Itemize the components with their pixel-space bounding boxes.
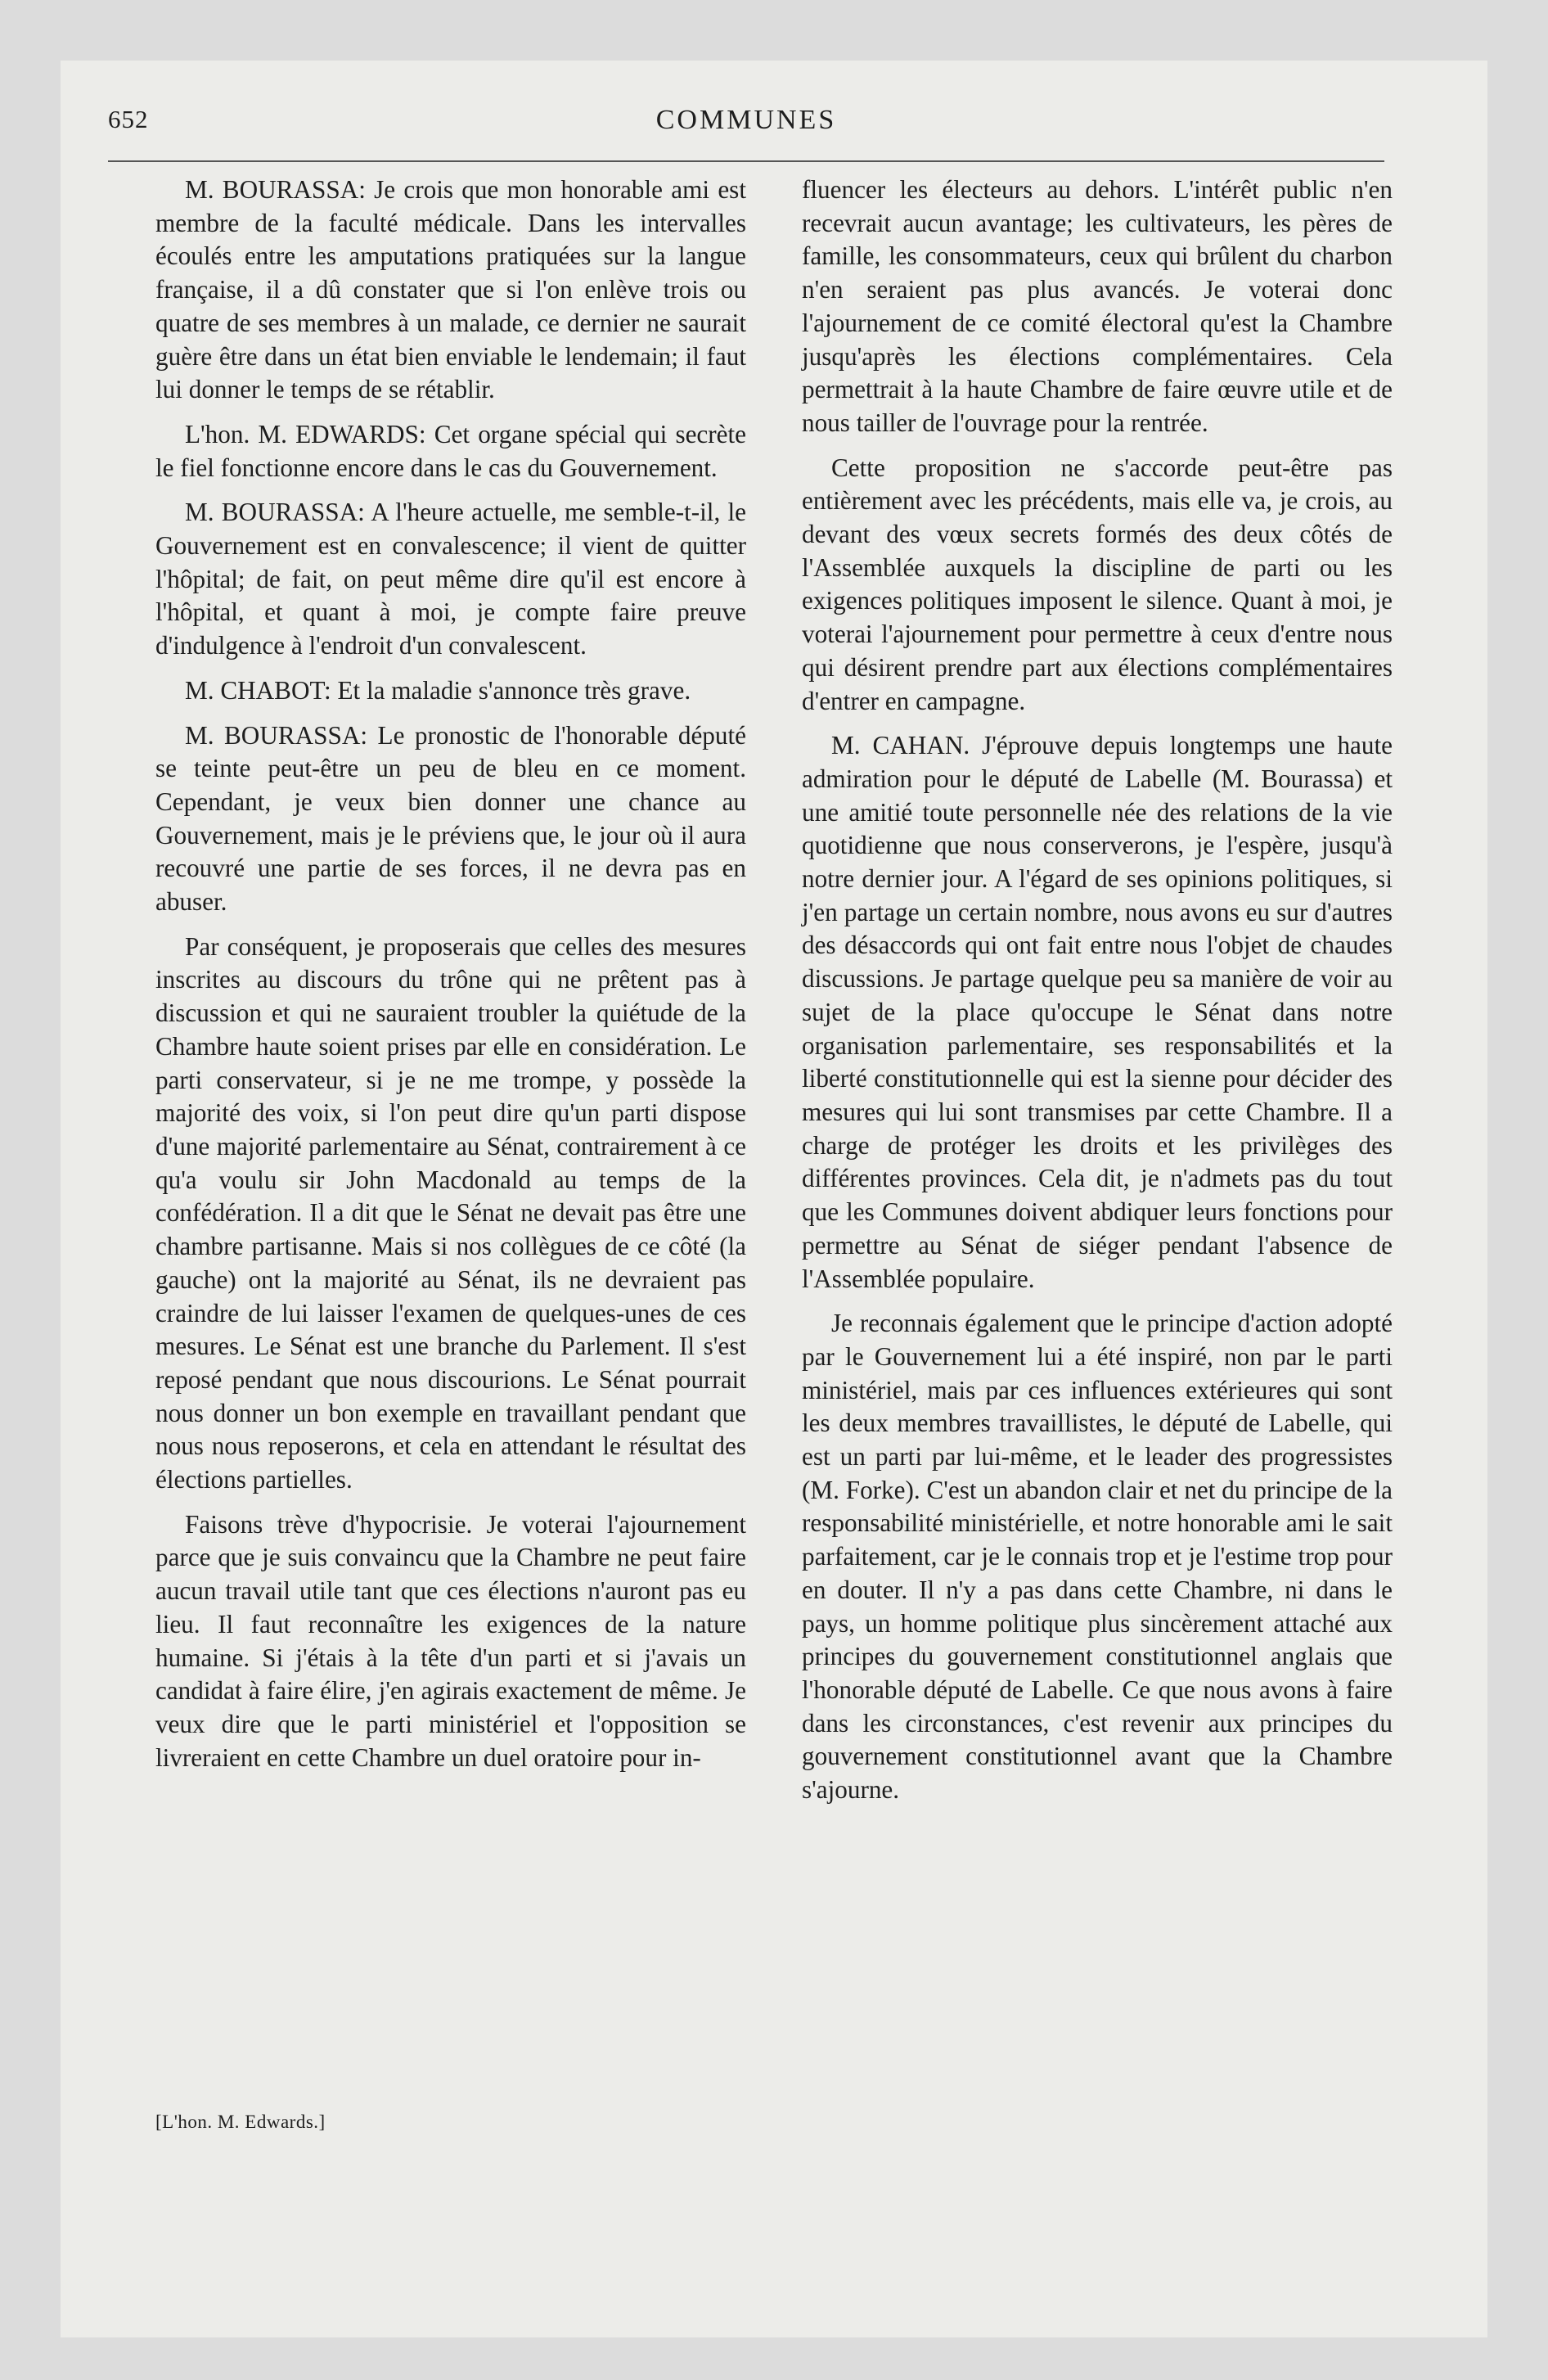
paragraph: M. CAHAN. J'éprouve depuis longtemps une haute admiration pour le député de Labelle (M. Bourassa) et une amitié toute personnelle née des relations de la vie quotidienne que nous conserverons, je l'espère, jusqu'à notre dernier jour. A l'égard de ses opinions politiques, si j'en partage un certain nombre, nous avons eu sur d'autres des désaccords qui ont fait entre nous l'objet de chaudes discussions. Je partage quelque peu sa manière de voir au sujet de la place qu'occupe le Sénat dans notre organisation parlementaire, ses responsabilités et la liberté constitutionnelle qui est la sienne pour décider des mesures qui lui sont transmises par cette Chambre. Il a charge de protéger les droits et les privilèges des différentes provinces. Cela dit, je n'admets pas du tout que les Communes doivent abdiquer leurs fonctions pour permettre au Sénat de siéger pendant l'absence de l'Assemblée populaire.: [802, 731, 1393, 1293]
paragraph: M. BOURASSA: A l'heure actuelle, me semble-t-il, le Gouvernement est en convalescence; il vient de quitter l'hôpital; de fait, on peut même dire qu'il est encore à l'hôpital, et quant à moi, je compte faire preuve d'indulgence à l'endroit d'un convalescent.: [155, 498, 746, 660]
paragraph: Par conséquent, je proposerais que celles des mesures inscrites au discours du trône qui ne prêtent pas à discussion et qui ne sauraient troubler la quiétude de la Chambre haute soient prises par elle en considération. Le parti conservateur, si je ne me trompe, y possède la majorité des voix, si l'on peut dire qu'un parti dispose d'une majorité parlementaire au Sénat, contrairement à ce qu'a voulu sir John Macdonald au temps de la confédération. Il a dit que le Sénat ne devait pas être une chambre partisanne. Mais si nos collègues de ce côté (la gauche) ont la majorité au Sénat, ils ne devraient pas craindre de lui laisser l'examen de quelques-unes de ces mesures. Le Sénat est une branche du Parlement. Il s'est reposé pendant que nous discourions. Le Sénat pourrait nous donner un bon exemple en travaillant pendant que nous nous reposerons, et cela en attendant le résultat des élections partielles.: [155, 931, 746, 1494]
running-title: COMMUNES: [655, 105, 837, 135]
paragraph: Je reconnais également que le principe d'action adopté par le Gouvernement lui a été inspiré, non par le parti ministériel, mais par ces influences extérieures qui sont les deux membres travaillistes, le député de Labelle, qui est un parti par lui-même, et le leader des progressistes (M. Forke). C'est un abandon clair et net du principe de la responsabilité ministérielle, et notre honorable ami le sait parfaitement, car je le connais trop et je l'estime trop pour en douter. Il n'y a pas dans cette Chambre, ni dans le pays, un homme politique plus sincèrement attaché aux principes du gouvernement constitutionnel anglais que l'honorable député de Labelle. Ce que nous avons à faire dans les circonstances, c'est revenir aux principes du gouvernement constitutionnel avant que la Chambre s'ajourne.: [802, 1309, 1393, 1805]
page-header: [108, 98, 1384, 147]
right-column: [802, 174, 1393, 1819]
paragraph: M. CHABOT: Et la maladie s'annonce très grave.: [185, 675, 691, 705]
paragraph: fluencer les électeurs au dehors. L'intérêt public n'en recevrait aucun avantage; les cultivateurs, les pères de famille, les consommateurs, ceux qui brûlent du charbon n'en seraient pas plus avancés. Je voterai donc l'ajournement de ce comité électoral qu'est la Chambre jusqu'après les élections complémentaires. Cela permettrait à la haute Chambre de faire œuvre utile et de nous tailler de l'ouvrage pour la rentrée.: [802, 175, 1393, 437]
paragraph: Cette proposition ne s'accorde peut-être pas entièrement avec les précédents, mais elle va, je crois, au devant des vœux secrets formés des deux côtés de l'Assemblée auxquels la discipline de parti ou les exigences politiques imposent le silence. Quant à moi, je voterai l'ajournement pour permettre à ceux d'entre nous qui désirent prendre part aux élections complémentaires d'entrer en campagne.: [802, 453, 1393, 715]
paragraph: M. BOURASSA: Le pronostic de l'honorable député se teinte peut-être un peu de bleu en ce moment. Cependant, je veux bien donner une chance au Gouvernement, mais je le préviens que, le jour où il aura recouvré une partie de ses forces, il ne devra pas en abuser.: [155, 720, 746, 917]
paragraph: Faisons trève d'hypocrisie. Je voterai l'ajournement parce que je suis convaincu que la Chambre ne peut faire aucun travail utile tant que ces élections n'auront pas eu lieu. Il faut reconnaître les exigences de la nature humaine. Si j'étais à la tête d'un parti et si j'avais un candidat à faire élire, j'en agirais exactement de même. Je veux dire que le parti ministériel et l'opposition se livreraient en cette Chambre un duel oratoire pour in-: [155, 1509, 746, 1772]
page-number: 652: [108, 105, 149, 133]
left-column: [155, 174, 746, 1786]
paragraph: L'hon. M. EDWARDS: Cet organe spécial qui secrète le fiel fonctionne encore dans le cas du Gouvernement.: [155, 419, 746, 482]
header-rule: [108, 160, 1384, 162]
speaker-footnote: [L'hon. M. Edwards.]: [155, 2112, 326, 2132]
paragraph: M. BOURASSA: Je crois que mon honorable ami est membre de la faculté médicale. Dans les intervalles écoulés entre les amputations pratiquées sur la langue française, il a dû constater que si l'on enlève trois ou quatre de ses membres à un malade, ce dernier ne saurait guère être dans un état bien enviable le lendemain; il faut lui donner le temps de se rétablir.: [155, 175, 746, 404]
